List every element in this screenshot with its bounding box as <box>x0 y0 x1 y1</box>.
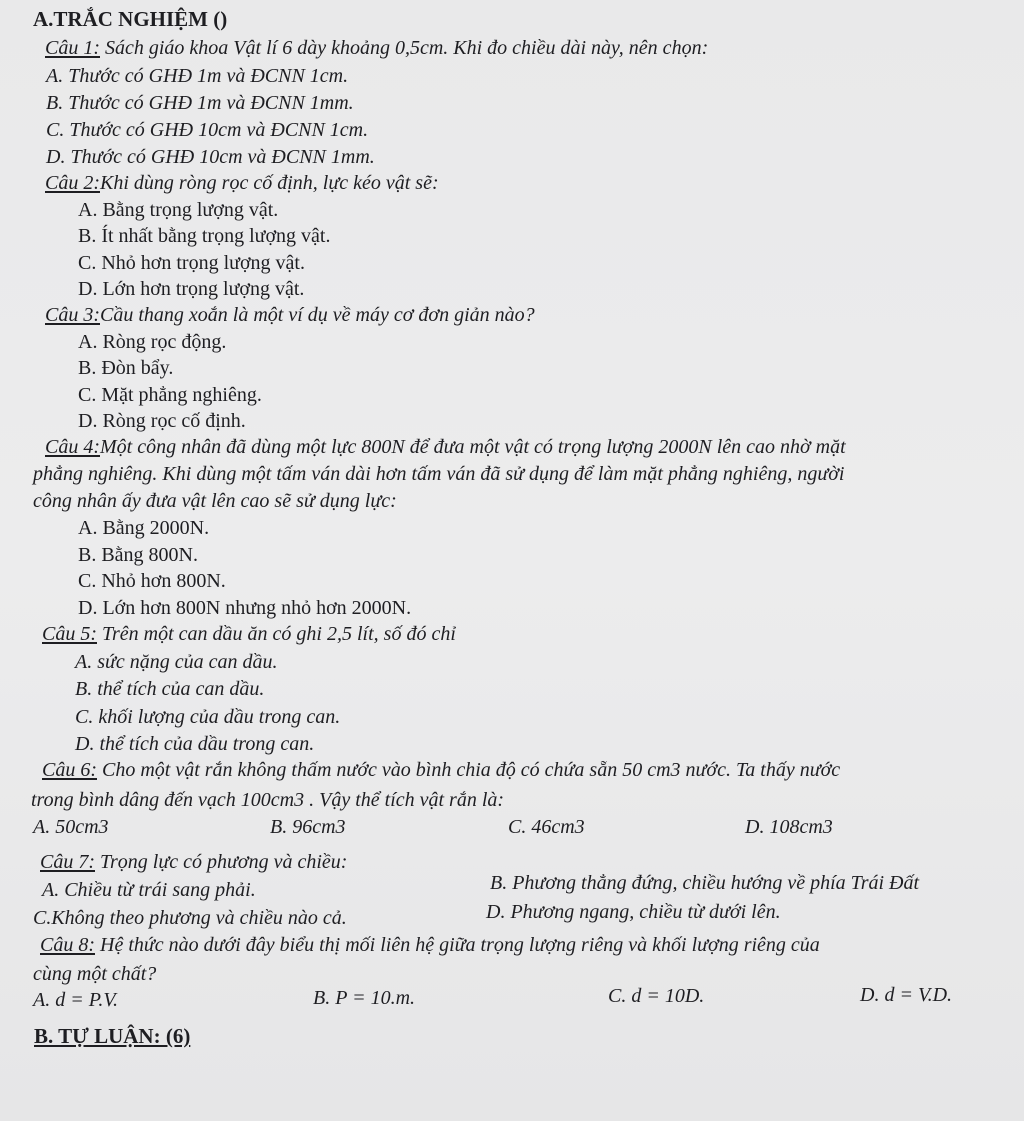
question-text: Cầu thang xoắn là một ví dụ về máy cơ đơn giản nào? <box>100 304 535 326</box>
question-number: Câu 7: <box>40 851 95 873</box>
q3-option-b: B. Đòn bẩy. <box>78 357 174 379</box>
q8-option-b: B. P = 10.m. <box>313 987 416 1009</box>
question-text-line-1: Hệ thức nào dưới đây biểu thị mối liên hệ giữa trọng lượng riêng và khối lượng riêng của <box>95 934 820 956</box>
q5-option-d: D. thể tích của dầu trong can. <box>75 733 315 755</box>
question-6-line-2: trong bình dâng đến vạch 100cm3 . Vậy thể tích vật rắn là: <box>31 789 505 811</box>
question-text-line-1: Cho một vật rắn không thấm nước vào bình chia độ có chứa sẵn 50 cm3 nước. Ta thấy nước <box>97 759 841 781</box>
question-number: Câu 2: <box>45 172 100 194</box>
question-number: Câu 8: <box>40 934 95 956</box>
section-b-title: B. TỰ LUẬN: (6) <box>34 1024 191 1048</box>
question-number: Câu 4: <box>45 436 100 458</box>
q6-option-d: D. 108cm3 <box>745 816 833 838</box>
q1-option-b: B. Thước có GHĐ 1m và ĐCNN 1mm. <box>46 92 354 114</box>
question-4-line-3: công nhân ấy đưa vật lên cao sẽ sử dụng lực: <box>33 490 397 512</box>
question-number: Câu 3: <box>45 304 100 326</box>
question-3 <box>45 303 535 327</box>
q7-option-a: A. Chiều từ trái sang phải. <box>42 879 256 901</box>
question-text: Sách giáo khoa Vật lí 6 dày khoảng 0,5cm. Khi đo chiều dài này, nên chọn: <box>100 37 709 59</box>
q7-option-d: D. Phương ngang, chiều từ dưới lên. <box>486 901 781 923</box>
question-text-line-1: Một công nhân đã dùng một lực 800N để đưa một vật có trọng lượng 2000N lên cao nhờ mặt <box>100 436 846 458</box>
q8-option-c: C. d = 10D. <box>608 985 705 1007</box>
q6-option-a: A. 50cm3 <box>33 816 109 838</box>
question-5 <box>42 622 456 646</box>
question-8-line-2: cùng một chất? <box>33 963 157 985</box>
question-7 <box>40 850 347 874</box>
question-number: Câu 1: <box>45 37 100 59</box>
q8-option-d: D. d = V.D. <box>860 984 953 1006</box>
q4-option-a: A. Bằng 2000N. <box>78 517 210 539</box>
question-number: Câu 5: <box>42 623 97 645</box>
question-text: Khi dùng ròng rọc cố định, lực kéo vật sẽ: <box>100 172 439 194</box>
q8-option-a: A. d = P.V. <box>33 989 118 1011</box>
q4-option-c: C. Nhỏ hơn 800N. <box>78 570 226 592</box>
section-a-title: A.TRẮC NGHIỆM () <box>33 7 228 31</box>
q7-option-c: C.Không theo phương và chiều nào cả. <box>33 907 347 929</box>
q5-option-a: A. sức nặng của can dầu. <box>75 651 278 673</box>
q2-option-a: A. Bằng trọng lượng vật. <box>78 199 279 221</box>
q1-option-c: C. Thước có GHĐ 10cm và ĐCNN 1cm. <box>46 119 369 141</box>
q6-option-b: B. 96cm3 <box>270 816 346 838</box>
question-8 <box>40 933 820 957</box>
q3-option-a: A. Ròng rọc động. <box>78 331 227 353</box>
question-text: Trên một can dầu ăn có ghi 2,5 lít, số đó chỉ <box>97 623 456 645</box>
question-6 <box>42 758 840 782</box>
q1-option-a: A. Thước có GHĐ 1m và ĐCNN 1cm. <box>46 65 349 87</box>
q1-option-d: D. Thước có GHĐ 10cm và ĐCNN 1mm. <box>46 146 375 168</box>
q2-option-b: B. Ít nhất bằng trọng lượng vật. <box>78 225 331 247</box>
q4-option-d: D. Lớn hơn 800N nhưng nhỏ hơn 2000N. <box>78 597 412 619</box>
q7-option-b: B. Phương thẳng đứng, chiều hướng về phía Trái Đất <box>490 872 920 894</box>
question-1 <box>45 36 708 60</box>
q3-option-d: D. Ròng rọc cố định. <box>78 410 246 432</box>
q5-option-b: B. thể tích của can dầu. <box>75 678 265 700</box>
question-number: Câu 6: <box>42 759 97 781</box>
q4-option-b: B. Bằng 800N. <box>78 544 198 566</box>
q2-option-d: D. Lớn hơn trọng lượng vật. <box>78 278 305 300</box>
question-4 <box>45 435 846 459</box>
q3-option-c: C. Mặt phẳng nghiêng. <box>78 384 262 406</box>
question-text: Trọng lực có phương và chiều: <box>95 851 348 873</box>
q2-option-c: C. Nhỏ hơn trọng lượng vật. <box>78 252 305 274</box>
question-2 <box>45 171 439 195</box>
question-4-line-2: phẳng nghiêng. Khi dùng một tấm ván dài hơn tấm ván đã sử dụng để làm mặt phẳng nghiêng, người <box>33 463 845 485</box>
q5-option-c: C. khối lượng của dầu trong can. <box>75 706 341 728</box>
q6-option-c: C. 46cm3 <box>508 816 585 838</box>
